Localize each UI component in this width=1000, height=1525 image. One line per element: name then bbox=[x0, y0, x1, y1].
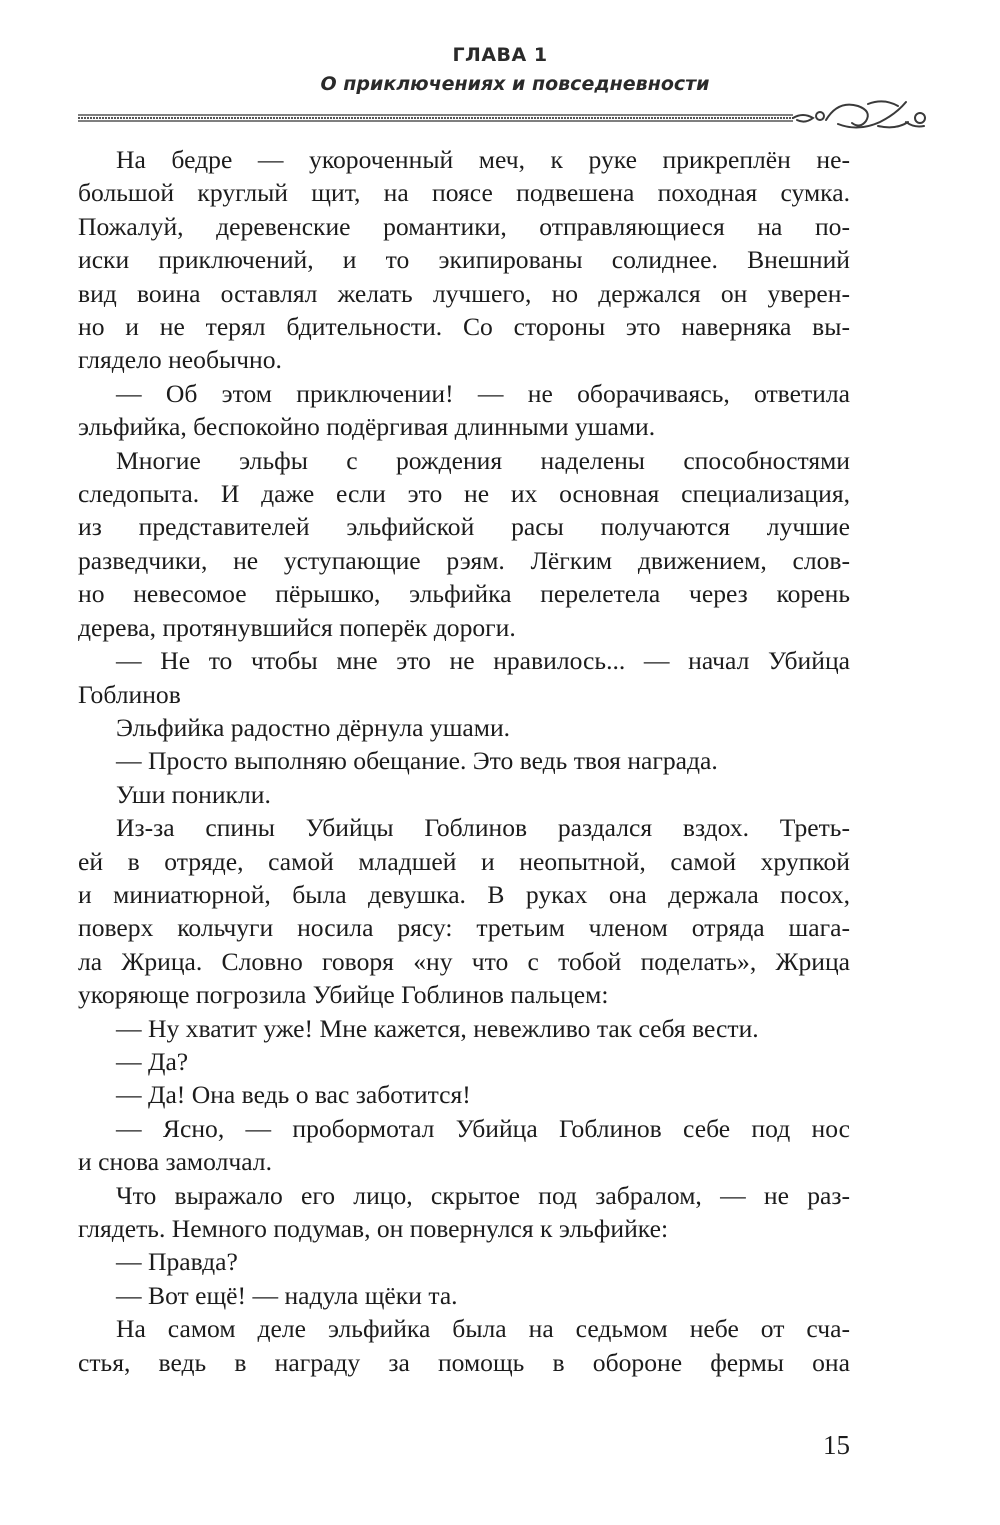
ornamental-rule bbox=[78, 96, 938, 136]
page-number: 15 bbox=[823, 1430, 850, 1460]
text-line: ей в отряде, самой младшей и неопытной, самой хрупкой bbox=[78, 846, 850, 876]
text-line: — Да! Она ведь о вас заботится! bbox=[116, 1080, 471, 1110]
text-line: вид воина оставлял желать лучшего, но держался он уверен- bbox=[78, 278, 850, 308]
text-line: Уши поникли. bbox=[116, 779, 271, 809]
chapter-title: О приключениях и повседневности bbox=[320, 73, 710, 95]
text-line: большой круглый щит, на поясе подвешена походная сумка. bbox=[78, 178, 850, 208]
text-line: Многие эльфы с рождения наделены способностями bbox=[116, 445, 850, 475]
text-line: — Вот ещё! — надула щёки та. bbox=[116, 1280, 458, 1310]
text-line: но и не терял бдительности. Со стороны это наверняка вы- bbox=[78, 312, 850, 342]
text-line: На бедре — укороченный меч, к руке прикреплён не- bbox=[116, 145, 850, 174]
text-line: укоряюще погрозила Убийце Гоблинов пальцем: bbox=[78, 980, 609, 1010]
text-line: разведчики, не уступающие рэям. Лёгким движением, слов- bbox=[78, 545, 850, 575]
text-line: Гоблинов bbox=[78, 679, 181, 709]
text-line: Что выражало его лицо, скрытое под забралом, — не раз- bbox=[116, 1180, 850, 1210]
text-line: глядело необычно. bbox=[78, 345, 282, 375]
text-line: — Да? bbox=[116, 1046, 189, 1076]
chapter-label: ГЛАВА 1 bbox=[452, 44, 548, 66]
text-line: На самом деле эльфийка была на седьмом небе от сча- bbox=[116, 1314, 850, 1344]
text-line: ла Жрица. Словно говоря «ну что с тобой поделать», Жрица bbox=[78, 946, 850, 976]
text-line: — Просто выполняю обещание. Это ведь твоя награда. bbox=[116, 746, 718, 776]
text-line: и миниатюрной, была девушка. В руках она держала посох, bbox=[78, 879, 850, 909]
text-line: Эльфийка радостно дёрнула ушами. bbox=[116, 712, 511, 742]
text-line: эльфийка, беспокойно подёргивая длинными ушами. bbox=[78, 412, 656, 442]
flourish-ornament-icon bbox=[793, 101, 925, 127]
text-line: иски приключений, и то экипированы солиднее. Внешний bbox=[78, 245, 850, 275]
text-line: глядеть. Немного подумав, он повернулся к эльфийке: bbox=[78, 1214, 669, 1243]
text-line: дерева, протянувшийся поперёк дороги. bbox=[78, 612, 516, 642]
text-line: стья, ведь в награду за помощь в обороне фермы она bbox=[78, 1347, 850, 1377]
text-line: следопыта. И даже если это не их основная специализация, bbox=[78, 479, 850, 509]
text-line: Из-за спины Убийцы Гоблинов раздался вздох. Треть- bbox=[116, 813, 850, 843]
rule-line bbox=[78, 115, 793, 121]
text-line: — Ну хватит уже! Мне кажется, невежливо так себя вести. bbox=[116, 1013, 759, 1043]
text-line: из представителей эльфийской расы получаются лучшие bbox=[78, 512, 850, 542]
text-line: — Правда? bbox=[116, 1247, 238, 1277]
text-body bbox=[78, 143, 850, 1379]
text-line: поверх кольчуги носила рясу: третьим членом отряда шага- bbox=[78, 913, 850, 943]
text-line: — Не то чтобы мне это не нравилось... — начал Убийца bbox=[116, 646, 850, 676]
text-line: — Об этом приключении! — не оборачиваясь, ответила bbox=[116, 378, 850, 408]
text-line: но невесомое пёрышко, эльфийка перелетела через корень bbox=[78, 579, 850, 609]
running-header bbox=[0, 40, 1000, 98]
text-line: Пожалуй, деревенские романтики, отправляющиеся на по- bbox=[78, 211, 850, 241]
text-line: — Ясно, — пробормотал Убийца Гоблинов себе под нос bbox=[116, 1113, 850, 1143]
text-line: и снова замолчал. bbox=[78, 1147, 272, 1177]
